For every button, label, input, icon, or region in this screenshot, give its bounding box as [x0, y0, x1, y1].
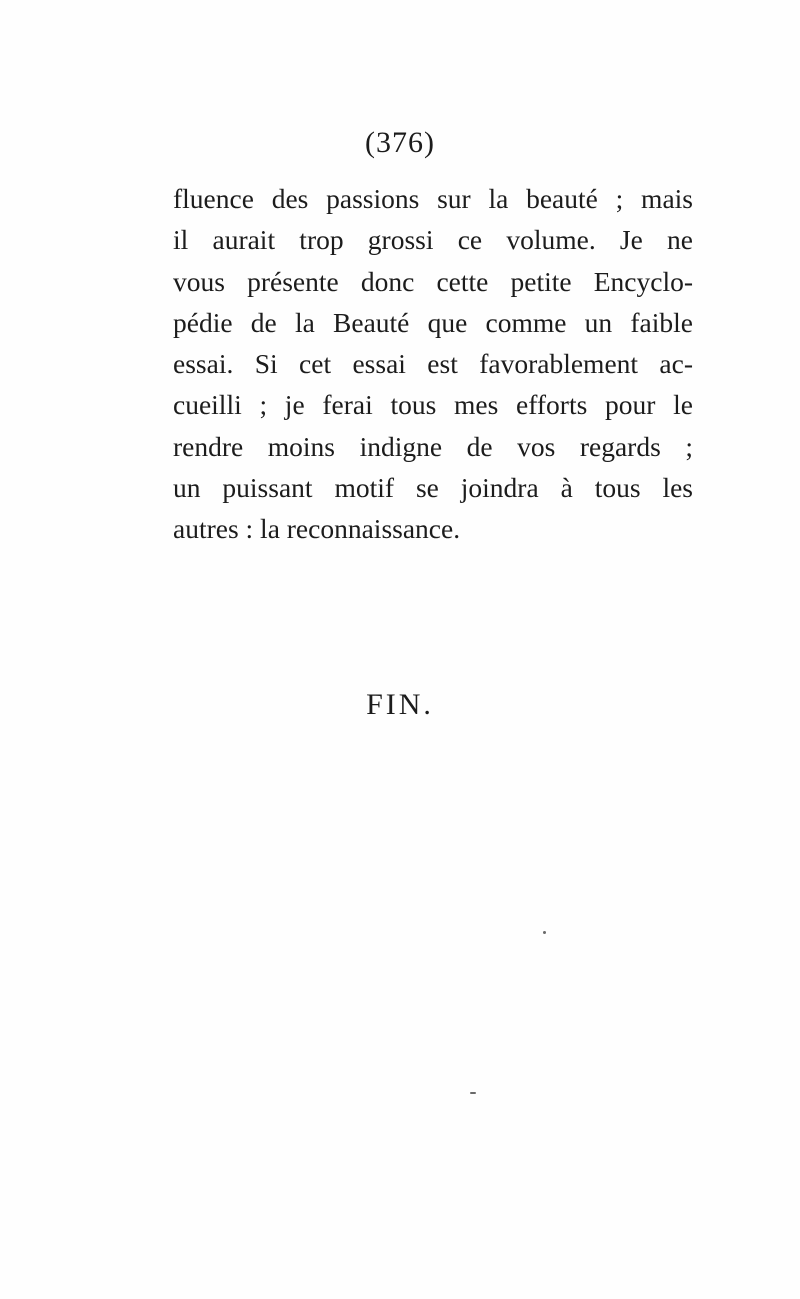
text-line: autres : la reconnaissance.	[173, 513, 461, 545]
text-line: essai. Si cet essai est favorablement ac-	[173, 348, 693, 380]
page-number: (376)	[365, 126, 435, 159]
paper-speck	[470, 1092, 476, 1094]
text-line: rendre moins indigne de vos regards ;	[173, 430, 693, 462]
text-line: il aurait trop grossi ce volume. Je ne	[173, 224, 693, 256]
closing-fin: FIN.	[366, 688, 434, 721]
body-paragraph	[173, 178, 693, 550]
text-line: un puissant motif se joindra à tous les	[173, 472, 693, 504]
text-line: cueilli ; je ferai tous mes efforts pour le	[173, 389, 693, 421]
text-line: fluence des passions sur la beauté ; mais	[173, 183, 693, 214]
text-line: vous présente donc cette petite Encyclo-	[173, 265, 693, 297]
text-line: pédie de la Beauté que comme un faible	[173, 306, 693, 338]
paper-speck	[543, 931, 546, 934]
